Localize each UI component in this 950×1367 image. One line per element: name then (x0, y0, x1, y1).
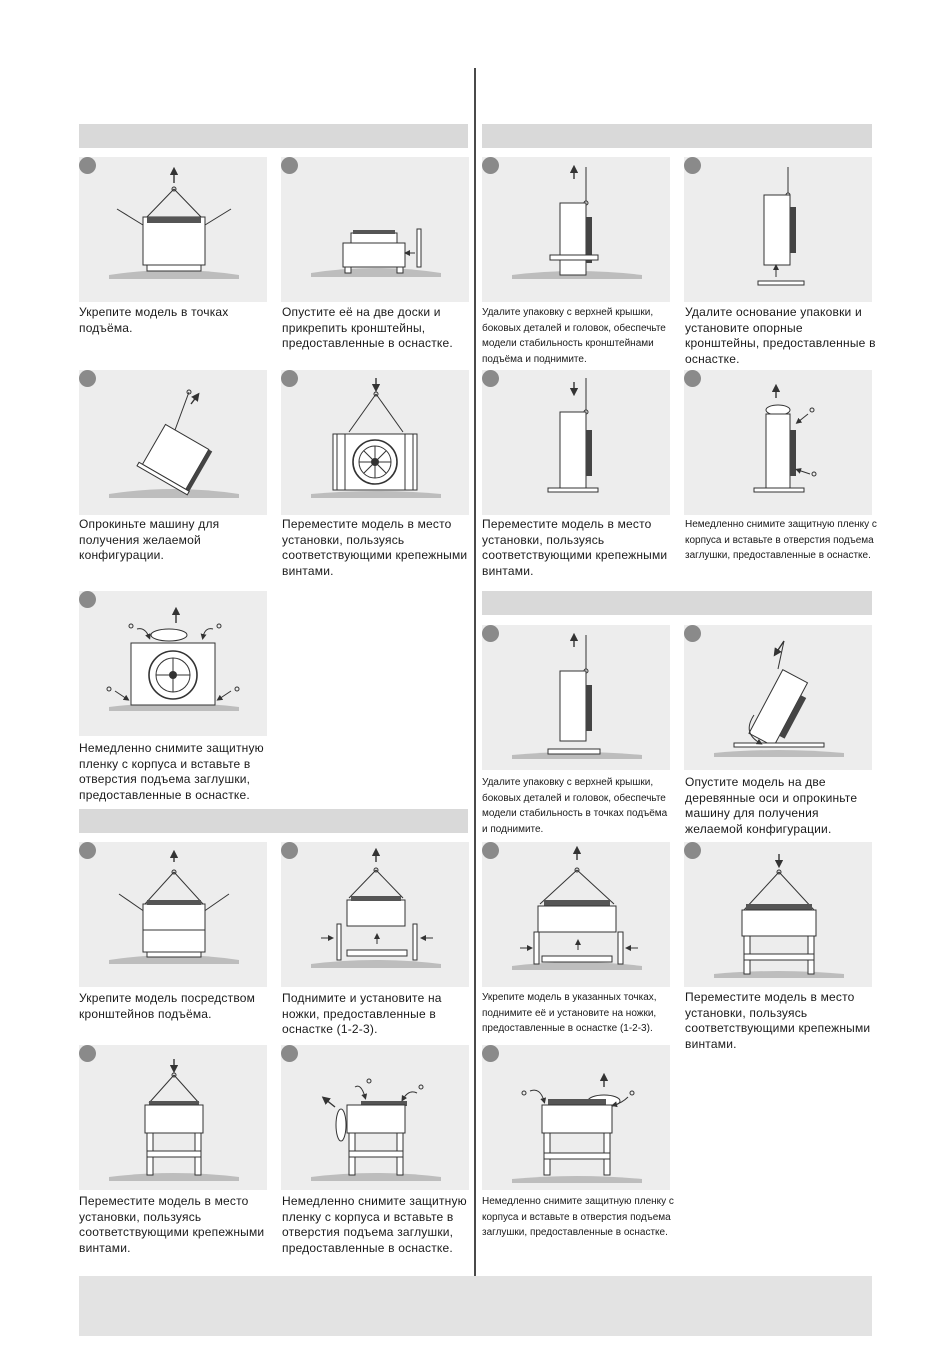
section-header-bar-right-top (482, 124, 872, 148)
step-panel (79, 370, 267, 515)
step-caption: Немедленно снимите защитную пленку с корпуса и вставьте в отверстия подъема заглушки, предоставленные в оснастке. (482, 1196, 674, 1238)
legs-film-icon (482, 1045, 670, 1190)
step-panel (79, 591, 267, 736)
footer-bar (79, 1276, 872, 1336)
remove-film-icon (79, 591, 267, 736)
step-caption: Переместите модель в место установки, пользуясь соответствующими крепежными винтами. (482, 517, 668, 578)
step-caption: Немедленно снимите защитную пленку с корпуса и вставьте в отверстия подъема заглушки, предоставленные в оснастке. (79, 741, 264, 802)
step-caption: Удалите упаковку с верхней крышки, боковых деталей и головок, обеспечьте модели стабильность кронштейнами подъёма и поднимите. (482, 307, 666, 365)
step-caption: Удалите упаковку с верхней крышки, боковых деталей и головок, обеспечьте модели стабильность в точках подъёма и поднимите. (482, 777, 668, 835)
step-panel (482, 1045, 670, 1190)
move-unit-icon (281, 370, 469, 515)
tilt-unit-icon (79, 370, 267, 515)
step-panel (281, 1045, 469, 1190)
section-header-bar-left-bottom (79, 809, 468, 833)
section-header-bar-right-mid (482, 591, 872, 615)
step-panel (684, 842, 872, 987)
vertical-lift-2-icon (482, 625, 670, 770)
step-caption: Переместите модель в место установки, пользуясь соответствующими крепежными винтами. (282, 517, 468, 578)
step-caption: Немедленно снимите защитную пленку с корпуса и вставьте в отверстия подъема заглушки, предоставленные в оснастке. (685, 519, 877, 561)
place-on-legs-icon (684, 842, 872, 987)
step-caption: Переместите модель в место установки, пользуясь соответствующими крепежными винтами. (685, 990, 871, 1051)
step-panel (684, 370, 872, 515)
section-header-bar-left-top (79, 124, 468, 148)
vertical-move-icon (482, 370, 670, 515)
step-caption: Немедленно снимите защитную пленку с корпуса и вставьте в отверстия подъема заглушки, предоставленные в оснастке. (282, 1194, 467, 1255)
remove-base-icon (684, 157, 872, 302)
step-caption: Укрепите модель посредством кронштейнов подъёма. (79, 991, 256, 1021)
step-caption: Опрокиньте машину для получения желаемой конфигурации. (79, 517, 220, 562)
lifting-points-icon (79, 157, 267, 302)
step-panel (482, 157, 670, 302)
step-caption: Переместите модель в место установки, пользуясь соответствующими крепежными винтами. (79, 1194, 265, 1255)
boards-brackets-icon (281, 157, 469, 302)
step-panel (281, 157, 469, 302)
step-panel (79, 1045, 267, 1190)
step-caption: Опустите её на две доски и прикрепить кронштейны, предоставленные в оснастке. (282, 305, 453, 350)
step-caption: Укрепите модель в указанных точках, поднимите её и установите на ножки, предоставленные в оснастке (1-2-3). (482, 992, 657, 1034)
step-caption: Опустите модель на две деревянные оси и опрокиньте машину для получения желаемой конфигурации. (685, 775, 858, 836)
vertical-lift-icon (482, 157, 670, 302)
step-panel (482, 625, 670, 770)
step-panel (684, 157, 872, 302)
center-divider (474, 68, 476, 1308)
lift-brackets-icon (79, 842, 267, 987)
move-on-legs-icon (79, 1045, 267, 1190)
mount-legs-icon (281, 842, 469, 987)
step-panel (482, 842, 670, 987)
step-panel (684, 625, 872, 770)
step-panel (281, 842, 469, 987)
vertical-film-icon (684, 370, 872, 515)
tip-over-icon (684, 625, 872, 770)
remove-film-legs-icon (281, 1045, 469, 1190)
step-panel (79, 842, 267, 987)
step-panel (482, 370, 670, 515)
step-caption: Удалите основание упаковки и установите опорные кронштейны, предоставленные в оснастке. (685, 305, 876, 366)
step-caption: Укрепите модель в точках подъёма. (79, 305, 229, 335)
step-panel (281, 370, 469, 515)
step-caption: Поднимите и установите на ножки, предоставленные в оснастке (1-2-3). (282, 991, 442, 1036)
lift-to-legs-icon (482, 842, 670, 987)
step-panel (79, 157, 267, 302)
